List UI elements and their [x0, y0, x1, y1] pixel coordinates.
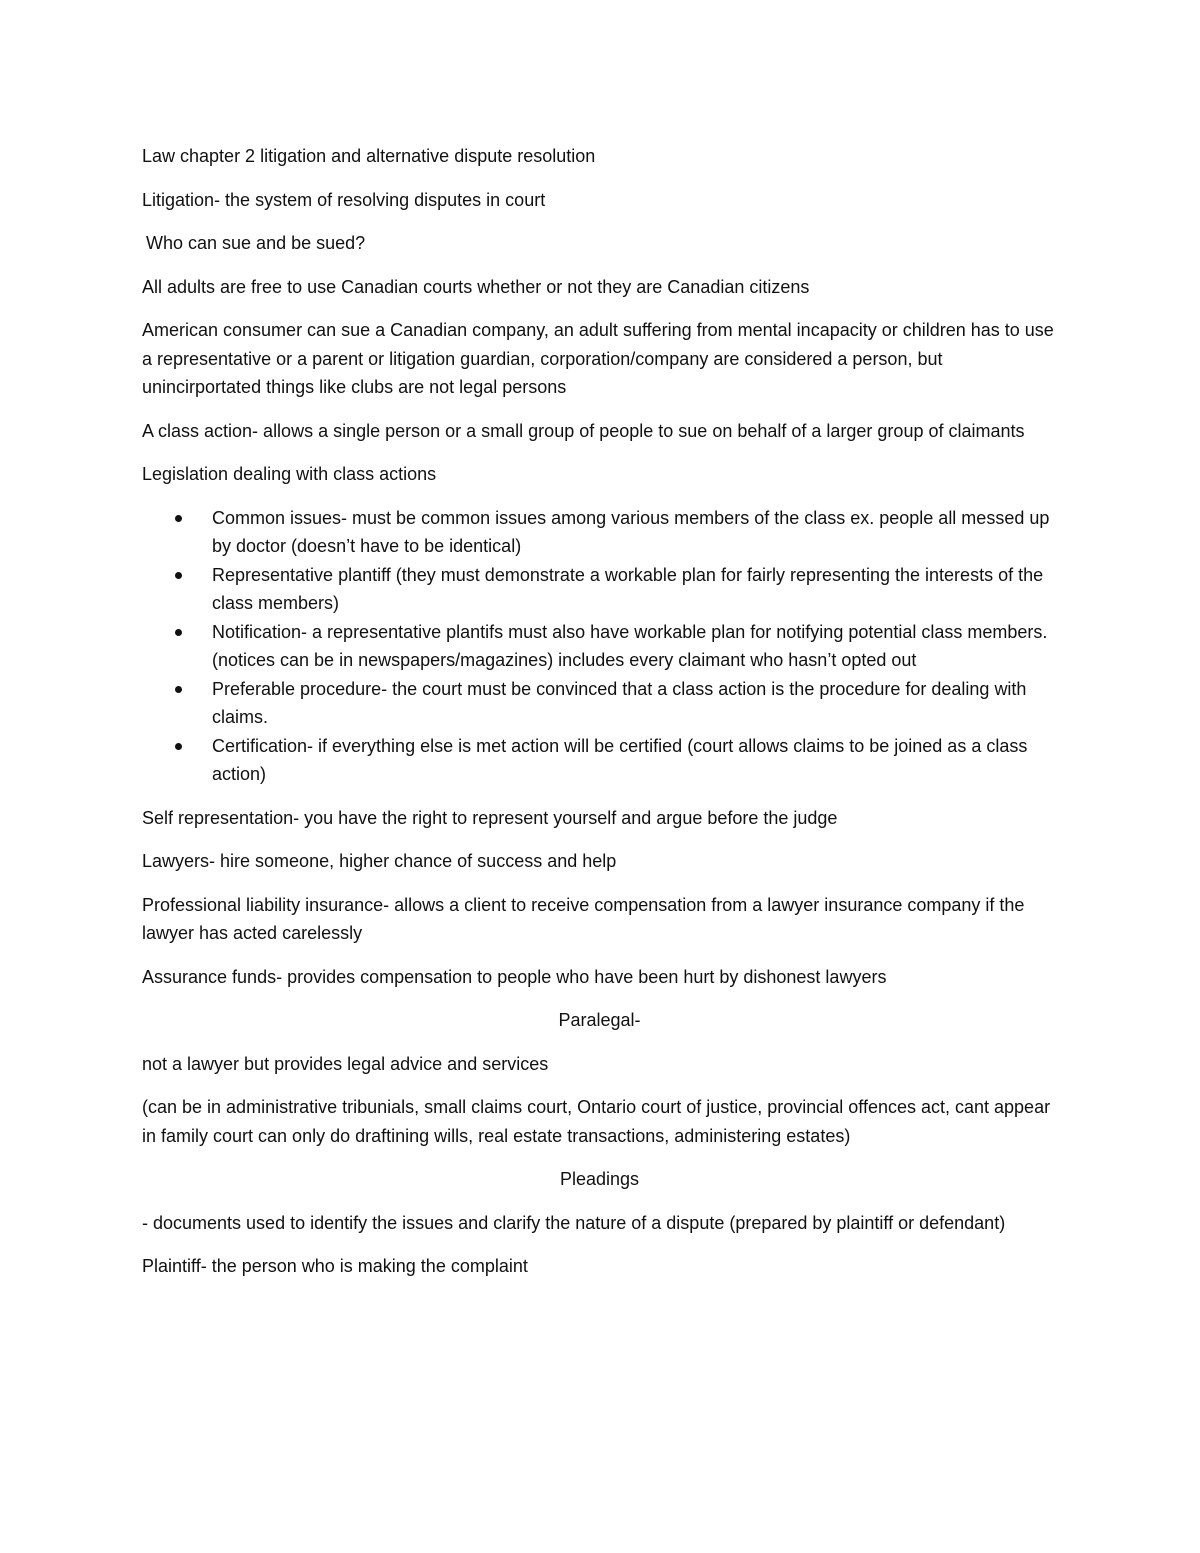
who-can-sue-question: Who can sue and be sued?	[146, 233, 366, 253]
list-item-text: Representative plantiff (they must demonstrate a workable plan for fairly representing the interests of the class members)	[212, 564, 1044, 613]
american-consumer-paragraph: American consumer can sue a Canadian company, an adult suffering from mental incapacity or children has to use a representative or a parent or litigation guardian, corporation/company are considered a person, but unincirportated things like clubs are not legal persons	[142, 320, 1054, 397]
paralegal-definition: not a lawyer but provides legal advice and services	[142, 1053, 549, 1074]
class-action-requirements-list	[142, 504, 1057, 789]
list-item	[142, 504, 1057, 561]
class-action-definition: A class action- allows a single person or a small group of people to sue on behalf of a larger group of claimants	[142, 420, 1025, 441]
bullet-icon	[175, 629, 182, 636]
lawyers-paragraph: Lawyers- hire someone, higher chance of success and help	[142, 851, 617, 871]
list-item	[142, 732, 1057, 789]
legislation-heading: Legislation dealing with class actions	[142, 464, 437, 484]
document-body	[142, 142, 1057, 1296]
list-item	[142, 675, 1057, 732]
self-representation-paragraph: Self representation- you have the right to represent yourself and argue before the judge	[142, 807, 838, 828]
list-item-text: Common issues- must be common issues among various members of the class ex. people all messed up by doctor (doesn’t have to be identical)	[212, 507, 1050, 556]
document-title: Law chapter 2 litigation and alternative dispute resolution	[142, 146, 596, 166]
list-item-text: Certification- if everything else is met action will be certified (court allows claims to be joined as a class action)	[212, 735, 1028, 784]
bullet-icon	[175, 743, 182, 750]
assurance-funds-paragraph: Assurance funds- provides compensation to people who have been hurt by dishonest lawyers	[142, 966, 887, 987]
plaintiff-definition: Plaintiff- the person who is making the complaint	[142, 1256, 528, 1276]
pleadings-heading: Pleadings	[559, 1169, 640, 1189]
list-item-text: Preferable procedure- the court must be convinced that a class action is the procedure for dealing with claims.	[212, 678, 1027, 727]
list-item	[142, 618, 1057, 675]
bullet-icon	[175, 686, 182, 693]
all-adults-paragraph: All adults are free to use Canadian courts whether or not they are Canadian citizens	[142, 276, 810, 297]
professional-liability-paragraph: Professional liability insurance- allows a client to receive compensation from a lawyer insurance company if the lawyer has acted carelessly	[142, 894, 1025, 943]
list-item-text: Notification- a representative plantifs must also have workable plan for notifying potential class members. (notices can be in newspapers/magazines) includes every claimant who hasn’t opted out	[212, 621, 1048, 670]
bullet-icon	[175, 572, 182, 579]
paralegal-scope-paragraph: (can be in administrative tribunials, small claims court, Ontario court of justice, provincial offences act, cant appear in family court can only do draftining wills, real estate transactions, administering estates)	[142, 1097, 1051, 1146]
pleadings-definition: - documents used to identify the issues and clarify the nature of a dispute (prepared by plaintiff or defendant)	[142, 1212, 1006, 1233]
list-item	[142, 561, 1057, 618]
bullet-icon	[175, 515, 182, 522]
litigation-definition: Litigation- the system of resolving disputes in court	[142, 189, 546, 210]
paralegal-heading: Paralegal-	[558, 1010, 641, 1030]
